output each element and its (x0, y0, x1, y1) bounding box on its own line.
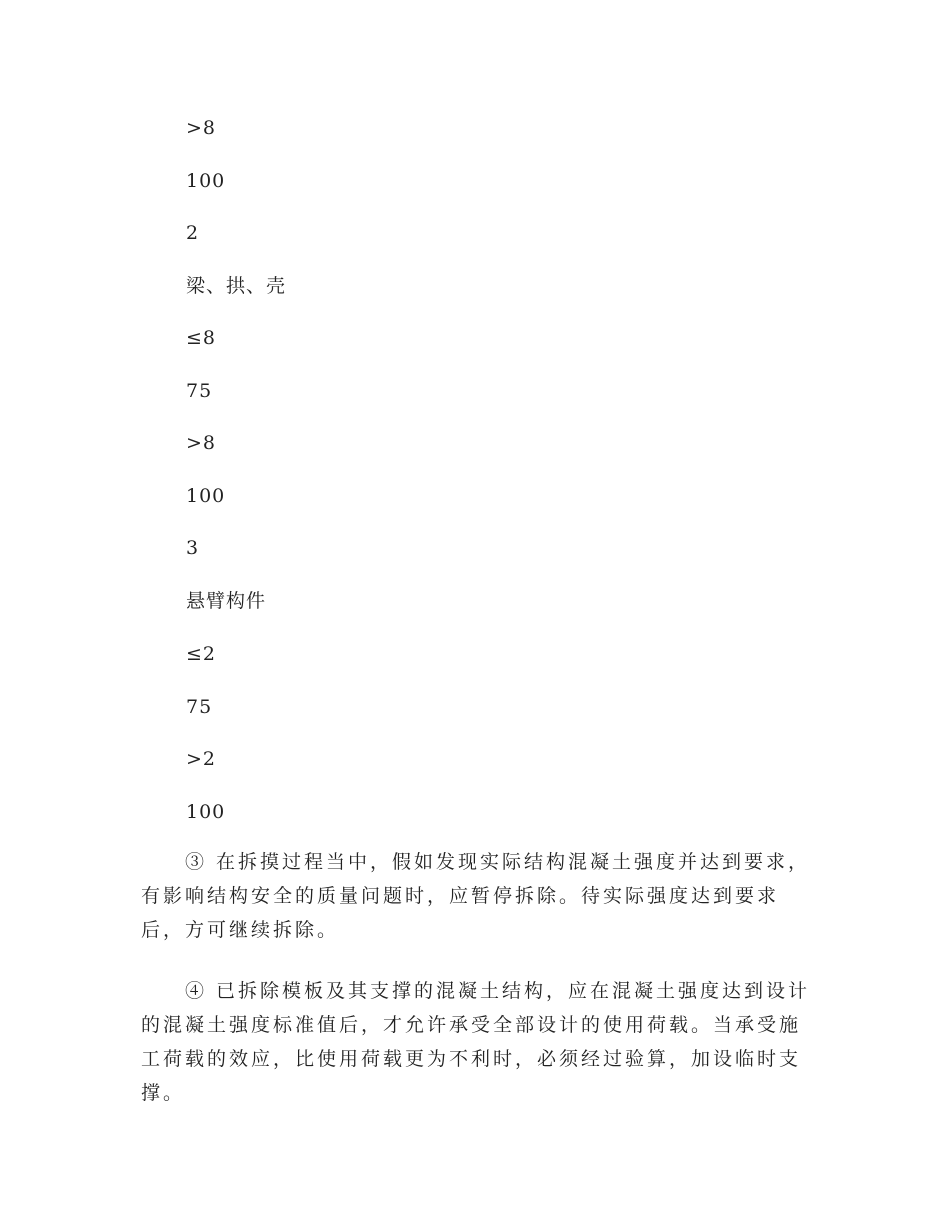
table-cell: 3 (186, 537, 200, 559)
table-cell: ≤8 (186, 327, 217, 349)
table-cell: 100 (186, 801, 226, 823)
table-cell: >8 (186, 117, 217, 139)
table-cell: >8 (186, 432, 217, 454)
paragraph-text: ④ 已拆除模板及其支撑的混凝土结构，应在混凝土强度达到设计的混凝土强度标准值后，才允许承受全部设计的使用荷载。当承受施工荷载的效应，比使用荷载更为不利时，必须经过验算，加设临时支撑。 (141, 980, 811, 1104)
paragraph-text: ③ 在拆摸过程当中，假如发现实际结构混凝土强度并达到要求，有影响结构安全的质量问题时，应暂停拆除。待实际强度达到要求后，方可继续拆除。 (141, 851, 811, 941)
table-cell: ≤2 (186, 643, 217, 665)
table-cell: 梁、拱、壳 (186, 275, 287, 297)
table-cell: 悬臂构件 (186, 590, 267, 612)
table-cell: 75 (186, 380, 213, 402)
table-cell: 75 (186, 696, 213, 718)
paragraph-4 (141, 974, 821, 1110)
table-cell: 2 (186, 222, 200, 244)
table-cell: 100 (186, 485, 226, 507)
paragraph-3 (141, 845, 821, 947)
table-cell: >2 (186, 748, 217, 770)
table-cell: 100 (186, 170, 226, 192)
